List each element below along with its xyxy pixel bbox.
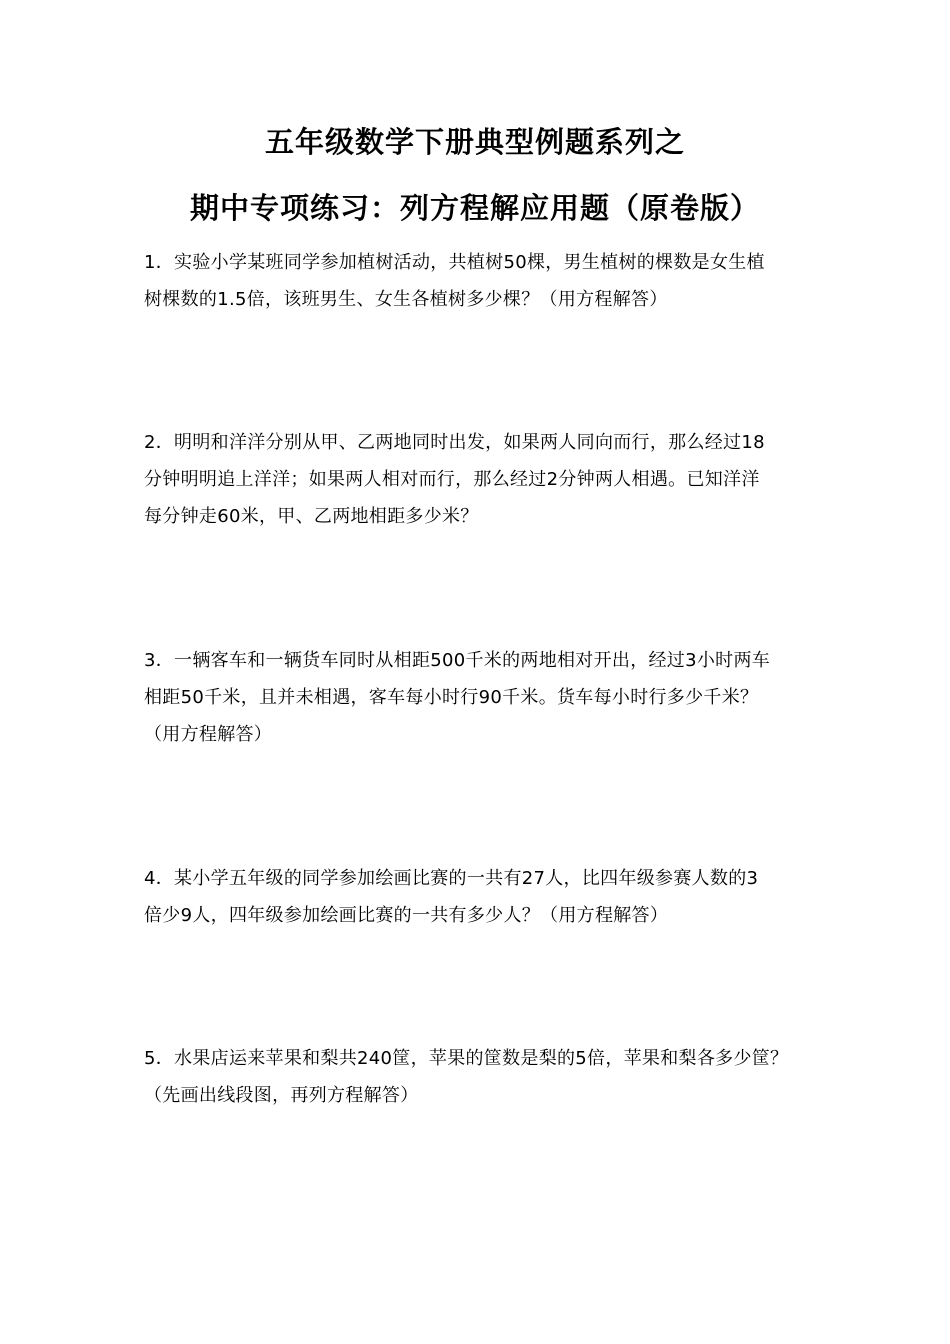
question-5-line-2: （先画出线段图，再列方程解答） (144, 1085, 419, 1106)
question-4 (144, 860, 834, 934)
question-1 (144, 244, 834, 318)
question-4-line-2: 倍少9人，四年级参加绘画比赛的一共有多少人？（用方程解答） (144, 905, 669, 926)
question-2-line-1: 2．明明和洋洋分别从甲、乙两地同时出发，如果两人同向而行，那么经过18 (144, 432, 765, 453)
question-2 (144, 424, 834, 535)
document-title-line-2: 期中专项练习：列方程解应用题（原卷版） (189, 191, 760, 225)
document-title-line-1: 五年级数学下册典型例题系列之 (264, 125, 685, 159)
question-2-line-3: 每分钟走60米，甲、乙两地相距多少米？ (144, 506, 479, 527)
question-5-line-1: 5．水果店运来苹果和梨共240筐，苹果的筐数是梨的5倍，苹果和梨各多少筐？ (144, 1048, 789, 1069)
question-3-line-2: 相距50千米，且并未相遇，客车每小时行90千米。货车每小时行多少千米？ (144, 687, 759, 708)
question-1-line-2: 树棵数的1.5倍，该班男生、女生各植树多少棵？（用方程解答） (144, 289, 668, 310)
question-4-line-1: 4．某小学五年级的同学参加绘画比赛的一共有27人，比四年级参赛人数的3 (144, 868, 759, 889)
question-3-line-1: 3．一辆客车和一辆货车同时从相距500千米的两地相对开出，经过3小时两车 (144, 650, 771, 671)
question-5 (144, 1040, 834, 1114)
question-2-line-2: 分钟明明追上洋洋；如果两人相对而行，那么经过2分钟两人相遇。已知洋洋 (144, 469, 760, 490)
question-3-line-3: （用方程解答） (144, 724, 273, 745)
question-1-line-1: 1．实验小学某班同学参加植树活动，共植树50棵，男生植树的棵数是女生植 (144, 252, 765, 273)
question-3 (144, 642, 834, 753)
